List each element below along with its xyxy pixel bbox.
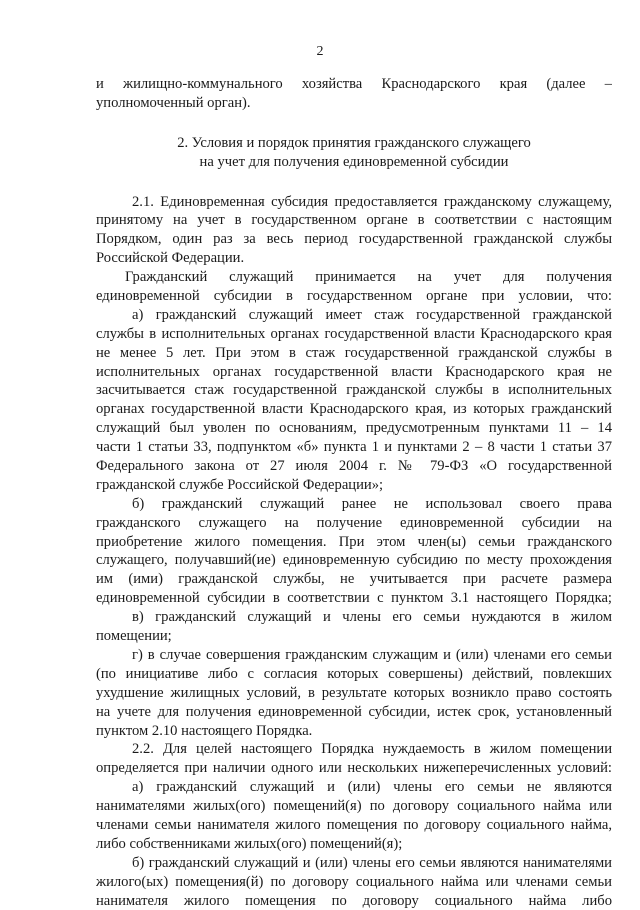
text-line: засчитывается стаж государственной гражданской службы в исполнительных [96, 382, 612, 399]
text-line: Федерального закона от 27 июля 2004 г. № 79-ФЗ «О государственной [96, 458, 612, 475]
text-line: единовременной субсидии в соответствии с пунктом 3.1 настоящего Порядка; [96, 590, 612, 607]
text-line: на учете для получения единовременной субсидии, истек срок, установленный [96, 703, 612, 720]
text-line: служащего, получавший(ие) единовременную субсидию по месту прохождения [96, 552, 612, 569]
text-line: единовременной субсидии в государственном органе при условии, что: [96, 288, 612, 305]
text-line: пунктом 2.10 настоящего Порядка. [96, 722, 313, 739]
text-line: не менее 5 лет. При этом в стаж государственной гражданской службы в [96, 344, 612, 361]
text-line: Порядком, один раз за весь период государственной гражданской службы [96, 231, 612, 248]
item-a [96, 306, 612, 495]
text-line: (по инициативе либо с согласия которых совершены) действий, повлекших [96, 665, 612, 682]
text-line: жилого(ых) помещения(й) по договору социального найма или членами семьи [96, 873, 612, 890]
paragraph-2-2 [96, 740, 612, 778]
text-line: определяется при наличии одного или нескольких нижеперечисленных условий: [96, 760, 612, 777]
text-line: 2.2. Для целей настоящего Порядка нуждаемость в жилом помещении [132, 741, 612, 758]
text-line: части 1 статьи 33, подпунктом «б» пункта 1 и пунктами 2 – 8 части 1 статьи 37 [96, 439, 612, 456]
section-title-line: на учет для получения единовременной субсидии [199, 153, 509, 170]
document-body [96, 75, 612, 910]
text-line: уполномоченный орган). [96, 94, 251, 111]
text-line: ухудшение жилищных условий, в результате которых возникло право состоять [96, 684, 612, 701]
text-line: Российской Федерации. [96, 250, 245, 267]
text-line: Гражданский служащий принимается на учет для получения [125, 269, 612, 286]
text-line: членами семьи нанимателя жилого помещения по договору социального найма, [96, 816, 612, 833]
text-line: принятому на учет в государственном органе в соответствии с настоящим [96, 212, 612, 229]
text-line: б) гражданский служащий и (или) члены его семьи являются нанимателями [132, 854, 612, 871]
text-line: г) в случае совершения гражданским служащим и (или) членами его семьи [132, 646, 612, 663]
paragraph-2-2-item-b [96, 854, 612, 910]
text-line: либо собственниками жилых(ого) помещений(я); [96, 835, 403, 852]
text-line: помещении; [96, 628, 172, 645]
text-line: приобретение жилого помещения. При этом член(ы) семьи гражданского [96, 533, 612, 550]
text-line: б) гражданский служащий ранее не использовал своего права [132, 495, 612, 512]
text-line: гражданской службе Российской Федерации»; [96, 476, 384, 493]
text-line: гражданского служащего на получение единовременной субсидии на [96, 514, 612, 531]
page-number: 2 [316, 44, 324, 59]
text-line: а) гражданский служащий и (или) члены его семьи не являются [132, 779, 612, 796]
text-line: службы в исполнительных органах государственной власти Краснодарского края [96, 325, 612, 342]
text-line: нанимателя жилого помещения по договору социального найма либо [96, 892, 612, 909]
text-line: служащий был уволен по основаниям, предусмотренным пунктами 11 – 14 [96, 420, 612, 437]
text-line: 2.1. Единовременная субсидия предоставляется гражданскому служащему, [132, 193, 612, 210]
text-line: в) гражданский служащий и члены его семьи нуждаются в жилом [132, 609, 612, 626]
item-b [96, 495, 612, 608]
section-heading [96, 134, 612, 172]
intro-paragraph [96, 75, 612, 113]
paragraph-condition [96, 268, 612, 306]
item-v [96, 608, 612, 646]
text-line: им (ими) гражданской службы, не учитывается при расчете размера [96, 571, 612, 588]
text-line: исполнительных органах государственной власти Краснодарского края не [96, 363, 612, 380]
text-line: и жилищно-коммунального хозяйства Краснодарского края (далее – [96, 76, 612, 92]
text-line: а) гражданский служащий имеет стаж государственной гражданской [132, 306, 612, 323]
paragraph-2-2-item-a [96, 778, 612, 854]
section-title-line: 2. Условия и порядок принятия гражданского служащего [177, 134, 531, 151]
text-line: органах государственной власти Краснодарского края, из которых гражданский [96, 401, 612, 418]
text-line: нанимателями жилых(ого) помещений(я) по договору социального найма или [96, 798, 612, 815]
item-g [96, 646, 612, 740]
paragraph-2-1 [96, 193, 612, 269]
